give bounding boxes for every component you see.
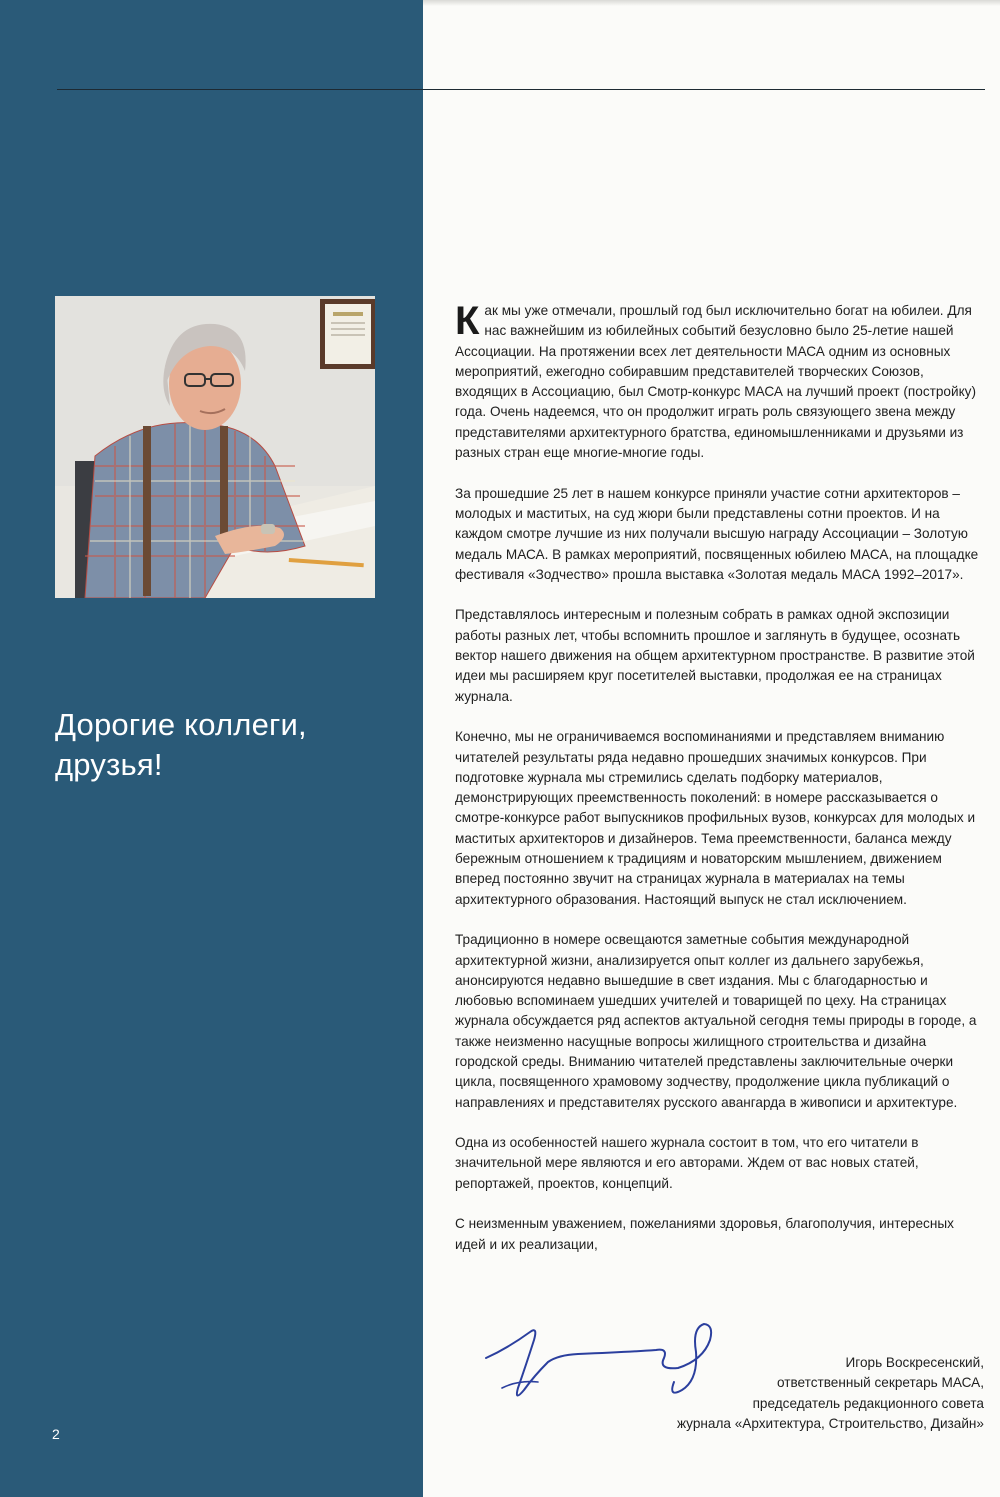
paragraph-6: Одна из особенностей нашего журнала состоит в том, что его читатели в значительной мере являются и его авторами. Ждем от вас новых статей, репортажей, проектов, концепций.	[455, 1135, 919, 1191]
paragraph-5: Традиционно в номере освещаются заметные события международной архитектурной жизни, анализируется опыт коллег из дальнего зарубежья, анонсируются недавно вышедшие в свет издания. Мы с благодарностью и любовью вспоминаем ушедших учителей и товарищей по цеху. На страницах журнала обсуждается ряд аспектов актуальной сегодня темы природы в городе, а также неизменно насущные вопросы жилищного строительства и дизайна городской среды. Вниманию читателей представлены заключительные очерки цикла, посвященного храмовому зодчеству, продолжение цикла публикаций о направлениях и представителях русского авангарда в живописи и архитектуре.	[455, 932, 977, 1110]
paragraph-1	[455, 301, 981, 463]
page-top-edge	[423, 0, 1000, 6]
paragraph-4: Конечно, мы не ограничиваемся воспоминаниями и представляем вниманию читателей результаты ряда недавно прошедших значимых конкурсов. При подготовке журнала мы стремились сделать подборку материалов, демонстрирующих преемственность поколений: в номере рассказывается о смотре-конкурсе работ выпускников профильных вузов, конкурсах для молодых и маститых архитекторов и дизайнеров. Тема преемственности, баланса между бережным отношением к традициям и новаторским мышлением, движением вперед постоянно звучит на страницах журнала в материалах на темы архитектурного образования. Настоящий выпуск не стал исключением.	[455, 729, 976, 907]
author-photo	[55, 296, 375, 598]
author-title-3: журнала «Архитектура, Строительство, Дизайн»	[676, 1415, 984, 1431]
paragraph-3: Представлялось интересным и полезным собрать в рамках одной экспозиции работы разных лет, чтобы вспомнить прошлое и заглянуть в будущее, осознать вектор нашего движения на общем архитектурном пространстве. В развитие этой идеи мы расширяем круг посетителей выставки, продолжая ее на страницах журнала.	[455, 607, 975, 704]
author-name: Игорь Воскресенский,	[845, 1355, 984, 1370]
paragraph-7: С неизменным уважением, пожеланиями здоровья, благополучия, интересных идей и их реализации,	[455, 1216, 954, 1252]
author-title-2: председатель редакционного совета	[752, 1395, 984, 1411]
page-number: 2	[52, 1426, 60, 1442]
author-signature-block	[564, 1353, 984, 1434]
author-title-1: ответственный секретарь МАСА,	[776, 1375, 984, 1391]
page-heading: Дорогие коллеги, друзья!	[55, 707, 307, 782]
paragraph-2: За прошедшие 25 лет в нашем конкурсе приняли участие сотни архитекторов – молодых и маститых, на суд жюри были представлены сотни проектов. И на каждом смотре лучшие из них получали высшую награду Ассоциации – Золотую медаль МАСА. В рамках мероприятий, посвященных юбилею МАСА, на площадке фестиваля «Зодчество» прошла выставка «Золотая медаль МАСА 1992–2017».	[455, 485, 979, 582]
paragraph-1-text: ак мы уже отмечали, прошлый год был исключительно богат на юбилеи. Для нас важнейшим из юбилейных событий безусловно было 25-летие нашей Ассоциации. На протяжении всех лет деятельности МАСА одним из основных мероприятий, ежегодно собиравшим представителей творческих Союзов, входящих в Ассоциацию, был Смотр-конкурс МАСА на лучший проект (постройку) года. Очень надеемся, что он продолжит играть роль связующего звена между представителями архитектурного братства, единомышленниками и друзьями из разных стран еще многие-многие годы.	[455, 303, 976, 461]
dropcap-letter: К	[455, 299, 480, 343]
top-rule-divider	[57, 89, 985, 90]
editorial-article	[455, 301, 981, 1275]
